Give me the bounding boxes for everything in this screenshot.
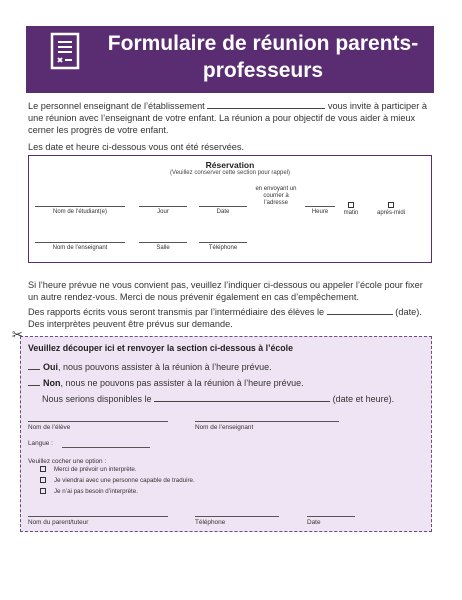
room-field[interactable] xyxy=(139,242,187,251)
availability-unit: (date et heure). xyxy=(332,394,395,404)
language-label: Langue : xyxy=(28,440,53,447)
form-icon xyxy=(50,32,80,70)
yes-text: , nous pouvons assister à la réunion à l’heure prévue. xyxy=(58,362,272,372)
no-text: , nous ne pouvons pas assister à la réunion à l’heure prévue. xyxy=(60,378,304,388)
student-name-field[interactable] xyxy=(35,206,125,215)
day-label: Jour xyxy=(157,209,169,215)
checkbox-icon xyxy=(348,202,354,208)
interpreter-option[interactable] xyxy=(40,466,137,473)
intro-text-end: vous invite à participer à une réunion avec l’enseignant de votre enfant. La réunion a pour objectif de vous aider à mieux cerner les progrès de votre enfant. xyxy=(28,101,427,135)
checkbox-icon xyxy=(40,466,46,472)
interpreter-option-label: Merci de prévoir un interprète. xyxy=(54,466,137,473)
page-title: Formulaire de réunion parents-professeurs xyxy=(107,32,419,82)
no-interpreter-option-label: Je n’ai pas besoin d’interprète. xyxy=(54,488,138,495)
reports-text: Des rapports écrits vous seront transmis par l’intermédiaire des élèves le xyxy=(28,307,325,317)
parent-name-caption: Nom du parent/tuteur xyxy=(28,519,89,526)
checkbox-icon xyxy=(40,488,46,494)
hour-label: Heure xyxy=(311,209,329,215)
courier-note: en envoyant un courrier à l’adresse xyxy=(255,186,297,206)
checkbox-icon xyxy=(388,202,394,208)
morning-label: matin xyxy=(343,210,359,216)
return-section-title: Veuillez découper ici et renvoyer la section ci-dessous à l’école xyxy=(28,343,293,353)
school-name-blank[interactable] xyxy=(207,100,325,109)
return-date-caption: Date xyxy=(307,519,321,526)
return-date-line[interactable] xyxy=(307,516,355,517)
yes-blank[interactable] xyxy=(28,361,40,370)
availability-line xyxy=(42,393,394,404)
student-name-label: Nom de l’étudiant(e) xyxy=(52,209,108,215)
reports-paragraph xyxy=(28,306,434,330)
student-name-line[interactable] xyxy=(28,421,168,422)
no-interpreter-option[interactable] xyxy=(40,488,138,495)
day-field[interactable] xyxy=(139,206,187,215)
checkbox-icon xyxy=(40,477,46,483)
parent-phone-line[interactable] xyxy=(195,516,279,517)
room-label: Salle xyxy=(156,245,170,251)
teacher-name-label: Nom de l’enseignant xyxy=(52,245,108,251)
header-banner xyxy=(26,26,434,93)
reschedule-paragraph: Si l’heure prévue ne vous convient pas, veuillez l’indiquer ci-dessous ou appeler l’école pour fixer un autre rendez-vous. Merci de nous prévenir également en cas d’empêchement. xyxy=(28,280,423,302)
reserved-note: Les date et heure ci-dessous vous ont été réservées. xyxy=(28,142,245,152)
reports-date-blank[interactable] xyxy=(327,306,393,315)
reservation-title: Réservation xyxy=(205,160,255,170)
translator-option[interactable] xyxy=(40,477,195,484)
no-option[interactable] xyxy=(28,377,304,388)
parent-name-line[interactable] xyxy=(28,516,168,517)
afternoon-checkbox[interactable] xyxy=(369,202,413,216)
teacher-name-line[interactable] xyxy=(195,421,339,422)
language-line[interactable] xyxy=(62,447,150,448)
phone-label: Téléphone xyxy=(208,245,238,251)
afternoon-label: après-midi xyxy=(376,210,405,216)
availability-blank[interactable] xyxy=(154,393,330,402)
reports-date-unit: (date). xyxy=(395,307,422,317)
intro-paragraph xyxy=(28,100,434,136)
interpreters-note: Des interprètes peuvent être prévus sur demande. xyxy=(28,319,233,329)
teacher-name-caption: Nom de l’enseignant xyxy=(195,424,254,431)
availability-text: Nous serions disponibles le xyxy=(42,394,152,404)
student-name-caption: Nom de l’élève xyxy=(28,424,71,431)
no-label: Non xyxy=(43,378,61,388)
check-prompt: Veuillez cocher une option : xyxy=(28,458,107,465)
reservation-subtitle: (Veuillez conserver cette section pour rappel) xyxy=(169,170,291,176)
reservation-box xyxy=(28,155,432,263)
no-blank[interactable] xyxy=(28,377,40,386)
date-field[interactable] xyxy=(199,206,247,215)
yes-label: Oui xyxy=(43,362,58,372)
yes-option[interactable] xyxy=(28,361,272,372)
morning-checkbox[interactable] xyxy=(339,202,363,216)
hour-field[interactable] xyxy=(305,206,335,215)
scissors-icon: ✂ xyxy=(12,327,23,342)
intro-text-start: Le personnel enseignant de l’établissement xyxy=(28,101,205,111)
parent-phone-caption: Téléphone xyxy=(195,519,226,526)
date-label: Date xyxy=(216,209,230,215)
translator-option-label: Je viendrai avec une personne capable de traduire. xyxy=(54,477,195,484)
teacher-name-field[interactable] xyxy=(35,242,125,251)
phone-field[interactable] xyxy=(199,242,247,251)
